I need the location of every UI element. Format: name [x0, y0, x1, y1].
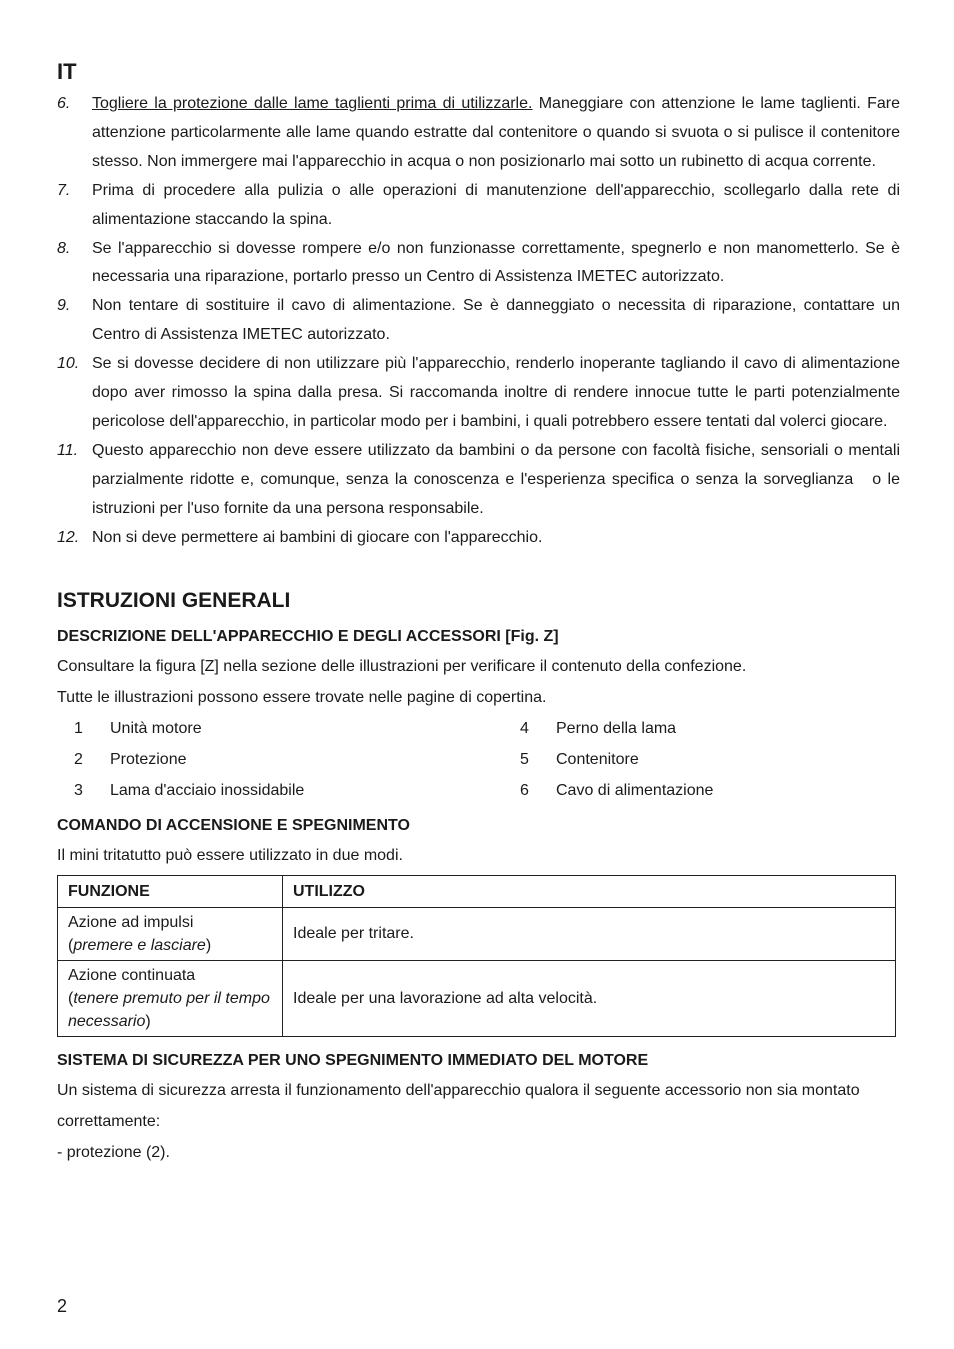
- function-note: premere e lasciare: [73, 936, 206, 954]
- list-item: [57, 524, 900, 553]
- list-item: [57, 437, 905, 524]
- page-number: 2: [57, 1296, 68, 1316]
- subheading-safety-system: SISTEMA DI SICUREZZA PER UNO SPEGNIMENTO IMMEDIATO DEL MOTORE: [57, 1051, 649, 1069]
- part-number: 5: [520, 750, 529, 768]
- onoff-paragraph: Il mini tritatutto può essere utilizzato in due modi.: [57, 846, 403, 864]
- list-item: [503, 744, 900, 775]
- table-cell: Ideale per una lavorazione ad alta velocità.: [283, 960, 896, 1036]
- description-paragraph: Consultare la figura [Z] nella sezione delle illustrazioni per verificare il contenuto della confezione.: [57, 657, 747, 675]
- item-text: Prima di procedere alla pulizia o alle operazioni di manutenzione dell'apparecchio, scollegarlo dalla rete di alimentazione staccando la spina.: [92, 181, 900, 228]
- column-header: UTILIZZO: [283, 875, 896, 907]
- list-item: [503, 713, 900, 744]
- item-number: 9.: [57, 297, 71, 315]
- list-item: [57, 177, 900, 235]
- part-number: 4: [520, 719, 529, 737]
- item-number: 11.: [57, 441, 79, 459]
- list-item: [57, 713, 503, 744]
- safety-system-paragraph: Un sistema di sicurezza arresta il funzionamento dell'apparecchio qualora il seguente accessorio non sia montato correttamente:: [57, 1081, 860, 1130]
- language-tag: IT: [57, 59, 77, 84]
- table-cell: Azione ad impulsi (premere e lasciare): [58, 907, 283, 960]
- item-underlined-text: Togliere la protezione dalle lame taglienti prima di utilizzarle.: [92, 95, 533, 112]
- part-number: 3: [74, 781, 83, 799]
- subheading-onoff: COMANDO DI ACCENSIONE E SPEGNIMENTO: [57, 816, 410, 834]
- list-item: [57, 90, 900, 177]
- item-text: Se l'apparecchio si dovesse rompere e/o non funzionasse correttamente, spegnerlo e non manometterlo. Se è necessaria una riparazione, portarlo presso un Centro di Assistenza IMETEC autorizzato.: [92, 239, 900, 286]
- list-item: [503, 775, 900, 806]
- subheading-description: DESCRIZIONE DELL'APPARECCHIO E DEGLI ACCESSORI [Fig. Z]: [57, 627, 559, 645]
- table-cell: Ideale per tritare.: [283, 907, 896, 960]
- table-cell: Azione continuata (tenere premuto per il tempo necessario): [58, 960, 283, 1036]
- item-text: Maneggiare con attenzione le lame taglienti. Fare attenzione particolarmente alle lame quando estratte dal contenitore o quando si svuota o si pulisce il contenitore stesso. Non immergere mai l'apparecchio in acqua o non posizionarlo mai sotto un rubinetto di acqua corrente.: [92, 95, 901, 170]
- item-number: 6.: [57, 95, 71, 112]
- table-row: [58, 960, 896, 1036]
- parts-list: [57, 713, 900, 806]
- item-number: 7.: [57, 181, 71, 199]
- list-item: [57, 292, 900, 350]
- list-item: [57, 235, 900, 293]
- description-paragraph: Tutte le illustrazioni possono essere trovate nelle pagine di copertina.: [57, 688, 547, 706]
- part-label: Perno della lama: [556, 719, 677, 737]
- part-number: 6: [520, 781, 529, 799]
- list-item: [57, 775, 503, 806]
- item-text: Non si deve permettere ai bambini di giocare con l'apparecchio.: [92, 528, 543, 546]
- item-text: Non tentare di sostituire il cavo di alimentazione. Se è danneggiato o necessita di riparazione, contattare un Centro di Assistenza IMETEC autorizzato.: [92, 297, 900, 344]
- list-item: [57, 744, 503, 775]
- function-table: [57, 875, 896, 1037]
- item-number: 10.: [57, 355, 80, 373]
- part-number: 2: [74, 750, 83, 768]
- item-text: Se si dovesse decidere di non utilizzare più l'apparecchio, renderlo inoperante tagliando il cavo di alimentazione dopo aver rimosso la spina dalla presa. Si raccomanda inoltre di rendere innocue tutte le parti potenzialmente pericolose dell'apparecchio, in particolar modo per i bambini, i quali potrebbero essere tentati dal volerci giocare.: [92, 355, 900, 430]
- safety-system-paragraph: - protezione (2).: [57, 1143, 170, 1161]
- function-name: Azione continuata: [68, 966, 196, 984]
- part-label: Cavo di alimentazione: [556, 781, 714, 799]
- part-label: Lama d'acciaio inossidabile: [110, 781, 305, 799]
- function-name: Azione ad impulsi: [68, 913, 194, 931]
- function-note: tenere premuto per il tempo necessario: [68, 989, 270, 1030]
- section-heading-general: ISTRUZIONI GENERALI: [57, 588, 291, 612]
- part-label: Unità motore: [110, 719, 202, 737]
- part-label: Protezione: [110, 750, 187, 768]
- list-item: [57, 350, 900, 437]
- safety-list: [57, 90, 905, 553]
- page-content: [57, 58, 905, 1168]
- item-number: 8.: [57, 239, 71, 257]
- table-header-row: [58, 875, 896, 907]
- item-number: 12.: [57, 528, 80, 546]
- table-row: [58, 907, 896, 960]
- part-label: Contenitore: [556, 750, 639, 768]
- column-header: FUNZIONE: [58, 875, 283, 907]
- item-text: Questo apparecchio non deve essere utilizzato da bambini o da persone con facoltà fisiche, sensoriali o mentali parzialmente ridotte e, comunque, senza la conoscenza e l'esperienza specifica o senza la sorveglianza o le istruzioni per l'uso fornite da una persona responsabile.: [92, 441, 905, 517]
- part-number: 1: [74, 719, 83, 737]
